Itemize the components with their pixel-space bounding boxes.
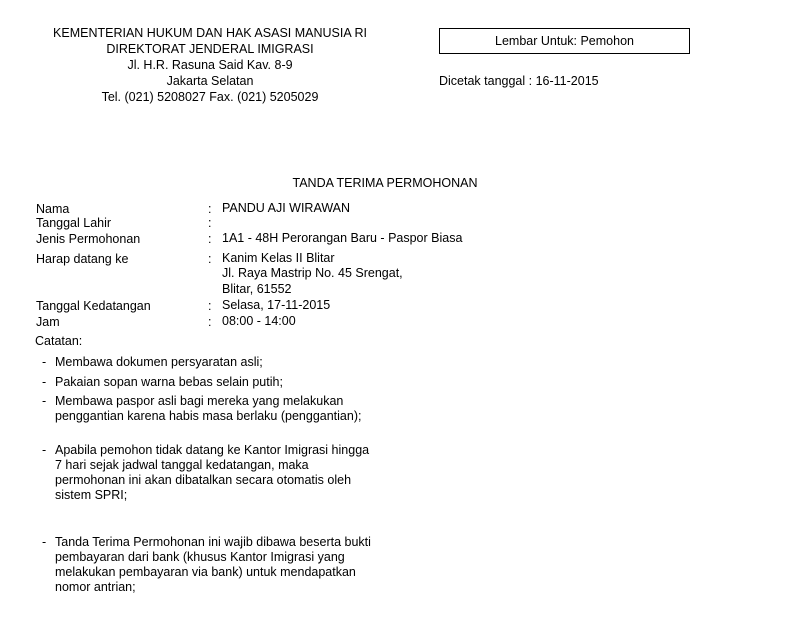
note-line: Membawa dokumen persyaratan asli; <box>55 355 263 369</box>
field-label-tanggal-lahir: Tanggal Lahir <box>36 216 112 230</box>
field-colon: : <box>208 315 212 329</box>
ministry-name: KEMENTERIAN HUKUM DAN HAK ASASI MANUSIA RI <box>53 26 367 40</box>
office-address: Jl. H.R. Rasuna Said Kav. 8-9 <box>127 58 293 72</box>
field-value-jenis-permohonan: 1A1 - 48H Perorangan Baru - Paspor Biasa <box>222 231 463 245</box>
field-value-office-city: Blitar, 61552 <box>222 282 292 296</box>
note-line: pembayaran dari bank (khusus Kantor Imigrasi yang <box>55 550 345 564</box>
office-city: Jakarta Selatan <box>166 74 254 88</box>
note-line: Tanda Terima Permohonan ini wajib dibawa beserta bukti <box>55 535 371 549</box>
field-value-tanggal-kedatangan: Selasa, 17-11-2015 <box>222 298 331 312</box>
note-line: melakukan pembayaran via bank) untuk mendapatkan <box>55 565 356 579</box>
note-line: permohonan ini akan dibatalkan secara otomatis oleh <box>55 473 352 487</box>
field-colon: : <box>208 216 212 230</box>
field-colon: : <box>208 232 212 246</box>
field-colon: : <box>208 252 212 266</box>
field-label-nama: Nama <box>36 202 70 216</box>
bullet: - <box>42 535 47 549</box>
note-line: 7 hari sejak jadwal tanggal kedatangan, maka <box>55 458 309 472</box>
note-line: penggantian karena habis masa berlaku (penggantian); <box>55 409 362 423</box>
field-label-harap-datang: Harap datang ke <box>36 252 129 266</box>
directorate-name: DIREKTORAT JENDERAL IMIGRASI <box>106 42 314 56</box>
field-value-office-name: Kanim Kelas II Blitar <box>222 251 335 265</box>
field-value-jam: 08:00 - 14:00 <box>222 314 296 328</box>
bullet: - <box>42 443 47 457</box>
field-label-jenis-permohonan: Jenis Permohonan <box>36 232 141 246</box>
note-line: Membawa paspor asli bagi mereka yang melakukan <box>55 394 344 408</box>
field-colon: : <box>208 299 212 313</box>
bullet: - <box>42 375 47 389</box>
bullet: - <box>42 355 47 369</box>
field-label-tanggal-kedatangan: Tanggal Kedatangan <box>36 299 151 313</box>
document-title: TANDA TERIMA PERMOHONAN <box>292 176 478 190</box>
office-header <box>40 25 380 105</box>
field-value-nama: PANDU AJI WIRAWAN <box>222 201 351 215</box>
note-line: nomor antrian; <box>55 580 136 594</box>
office-phone: Tel. (021) 5208027 Fax. (021) 5205029 <box>101 90 319 104</box>
printed-date: Dicetak tanggal : 16-11-2015 <box>439 74 599 88</box>
field-colon: : <box>208 202 212 216</box>
field-value-office-street: Jl. Raya Mastrip No. 45 Srengat, <box>222 266 403 280</box>
note-line: sistem SPRI; <box>55 488 128 502</box>
bullet: - <box>42 394 47 408</box>
note-line: Apabila pemohon tidak datang ke Kantor Imigrasi hingga <box>55 443 370 457</box>
copy-recipient-box: Lembar Untuk: Pemohon <box>439 28 690 54</box>
notes-heading: Catatan: <box>35 334 83 348</box>
note-line: Pakaian sopan warna bebas selain putih; <box>55 375 283 389</box>
field-label-jam: Jam <box>36 315 60 329</box>
